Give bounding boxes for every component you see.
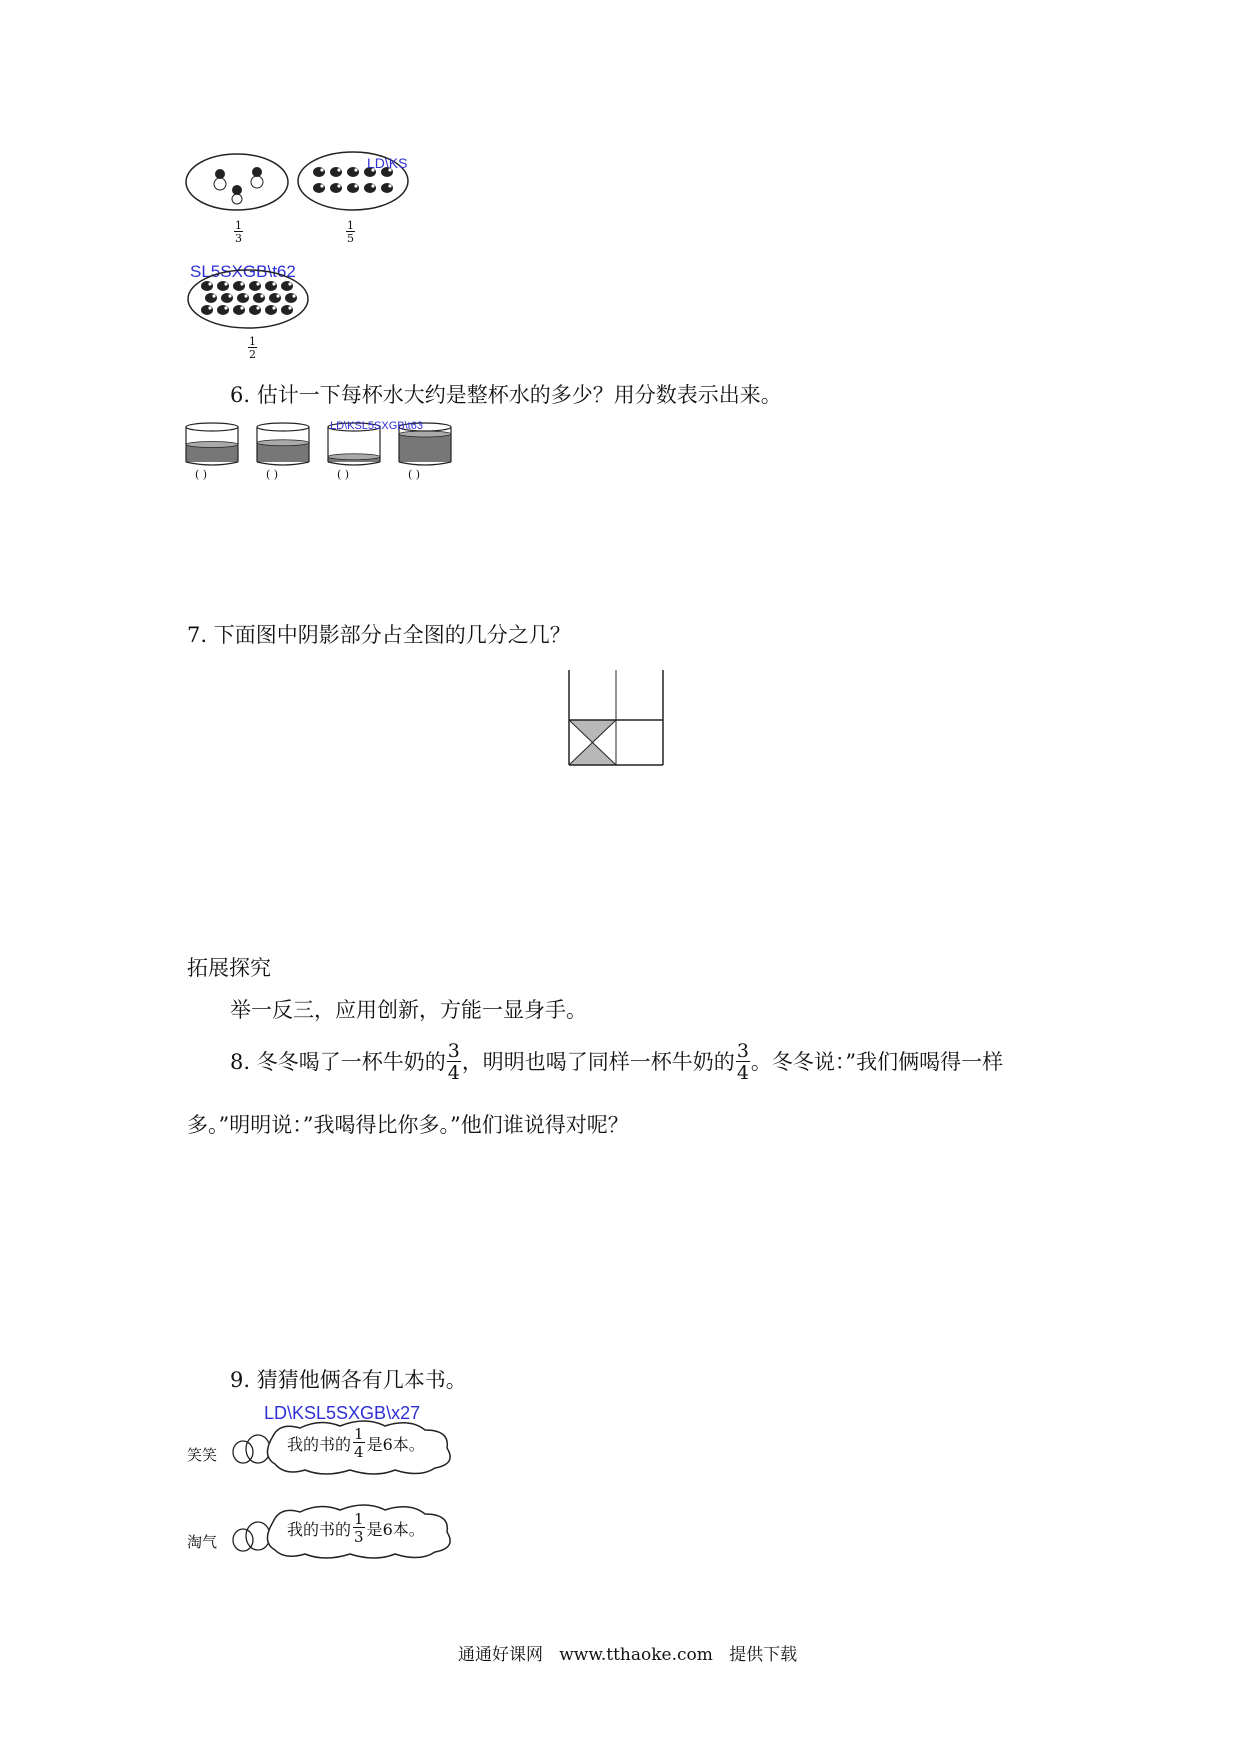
q8-part-3: 。冬冬说：”我们俩喝得一样 [750, 1050, 1004, 1074]
question-7: 7. 下面图中阴影部分占全图的几分之几？ [187, 623, 571, 647]
q8-part-1: 8. 冬冬喝了一杯牛奶的 [230, 1050, 446, 1074]
q8-fraction-2: $\frac{3}{4}$ [736, 1040, 749, 1084]
bubble-2-fraction: $\frac{1}{3}$ [354, 1510, 364, 1546]
section-motto: 举一反三，应用创新，方能一显身手。 [230, 998, 587, 1022]
cup-1 [185, 422, 239, 466]
question-9: 9. 猜猜他俩各有几本书。 [230, 1368, 467, 1392]
bubble-1-post: 是6本。 [366, 1435, 425, 1454]
cup-4-blank: ( ) [408, 468, 421, 481]
page-footer: 通通好课网 www.tthaoke.com 提供下载 [458, 1645, 798, 1665]
bubble-2-pre: 我的书的 [287, 1520, 352, 1539]
cup-2 [256, 422, 310, 466]
bubble-1-fraction: $\frac{1}{4}$ [354, 1425, 364, 1461]
question-8-line-1 [230, 1042, 1003, 1083]
section-heading: 拓展探究 [187, 956, 271, 980]
person-1-label: 笑笑 [187, 1446, 218, 1464]
q8-fraction-1: $\frac{3}{4}$ [447, 1040, 460, 1084]
watermark-2: SL5SXGB\t62 [190, 262, 296, 281]
question-8-line-2: 多。”明明说：”我喝得比你多。”他们谁说得对呢？ [187, 1113, 629, 1137]
fraction-c: $\frac{1}{2}$ [249, 335, 256, 361]
bubble-1-text [287, 1427, 425, 1460]
bubble-2-text [287, 1512, 425, 1545]
q8-part-2: ，明明也喝了同样一杯牛奶的 [461, 1050, 735, 1074]
cup-2-blank: ( ) [266, 468, 279, 481]
oval-group-a [185, 152, 290, 212]
bubble-1-pre: 我的书的 [287, 1435, 352, 1454]
person-2-label: 淘气 [187, 1533, 218, 1551]
shaded-figure [568, 670, 665, 766]
watermark-3: LD\KSL5SXGB\t63 [330, 420, 423, 432]
question-6: 6. 估计一下每杯水大约是整杯水的多少？用分数表示出来。 [230, 383, 782, 407]
cup-1-blank: ( ) [195, 468, 208, 481]
fraction-a: $\frac{1}{3}$ [235, 219, 242, 245]
watermark-4: LD\KSL5SXGB\x27 [264, 1403, 421, 1423]
cup-3-blank: ( ) [337, 468, 350, 481]
bubble-2-post: 是6本。 [366, 1520, 425, 1539]
watermark-1: LD\KS [367, 155, 408, 171]
fraction-b: $\frac{1}{5}$ [347, 219, 354, 245]
oval-group-c [187, 268, 310, 330]
